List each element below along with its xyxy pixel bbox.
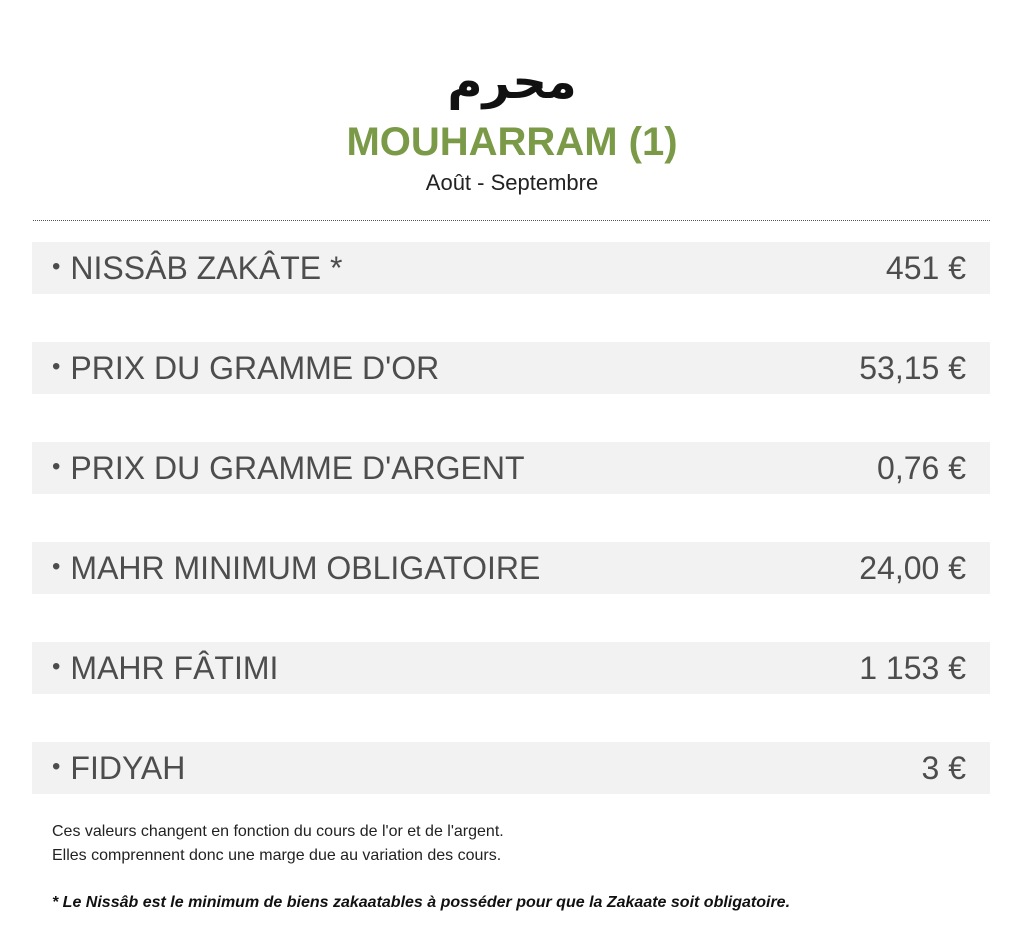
rate-row-fidyah — [32, 742, 990, 794]
notes — [52, 820, 972, 868]
nissab-footnote: * Le Nissâb est le minimum de biens zakaatables à posséder pour que la Zakaate soit obligatoire. — [52, 894, 791, 911]
bullet-icon: • — [52, 253, 61, 280]
arabic-month-title: محرم — [447, 54, 577, 110]
dotted-divider — [33, 220, 990, 221]
rate-value: 53,15 € — [859, 349, 966, 386]
bullet-icon: • — [52, 653, 61, 680]
rate-label-group — [52, 350, 439, 387]
rate-label: NISSÂB ZAKÂTE * — [70, 249, 343, 286]
bullet-icon: • — [52, 753, 61, 780]
rate-label-group — [52, 650, 278, 687]
rate-label: MAHR FÂTIMI — [70, 649, 279, 686]
rate-label-group — [52, 750, 185, 787]
rates-list — [32, 242, 990, 794]
rate-label-group — [52, 250, 342, 287]
rate-value: 451 € — [885, 249, 966, 286]
notes-line-2: Elles comprennent donc une marge due au variation des cours. — [52, 847, 502, 864]
notes-line-1: Ces valeurs changent en fonction du cours de l'or et de l'argent. — [52, 823, 504, 840]
rate-label: FIDYAH — [70, 749, 186, 786]
rate-row-nissab — [32, 242, 990, 294]
rate-row-minimum-mahr — [32, 542, 990, 594]
rate-value: 3 € — [921, 749, 966, 786]
bullet-icon: • — [52, 553, 61, 580]
rate-label: PRIX DU GRAMME D'ARGENT — [70, 449, 525, 486]
rate-label: MAHR MINIMUM OBLIGATOIRE — [70, 549, 541, 586]
rate-label-group — [52, 450, 525, 487]
bullet-icon: • — [52, 353, 61, 380]
rate-row-silver-price — [32, 442, 990, 494]
bullet-icon: • — [52, 453, 61, 480]
rate-row-mahr-fatimi — [32, 642, 990, 694]
rate-value: 1 153 € — [859, 649, 966, 686]
rate-label: PRIX DU GRAMME D'OR — [70, 349, 440, 386]
month-title: MOUHARRAM (1) — [346, 120, 678, 164]
rate-row-gold-price — [32, 342, 990, 394]
month-period: Août - Septembre — [425, 170, 599, 195]
rate-label-group — [52, 550, 540, 587]
rate-value: 0,76 € — [877, 449, 966, 486]
rate-value: 24,00 € — [859, 549, 966, 586]
